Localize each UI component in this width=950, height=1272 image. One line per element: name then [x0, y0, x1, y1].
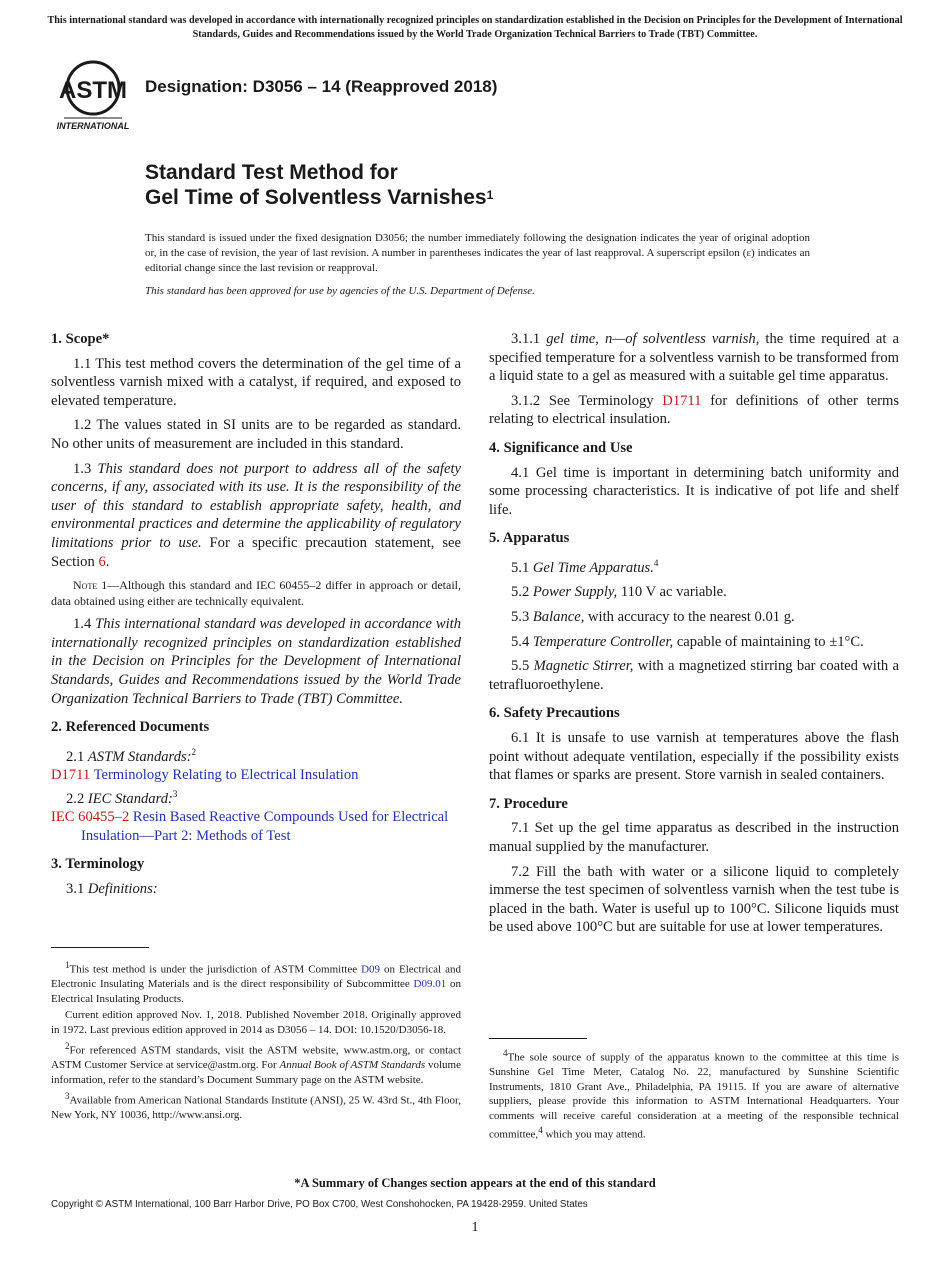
- para-1-4: 1.4 This international standard was developed in accordance with internationally recognized principles on standardization established in the Decision on Principles for the Development of International Standards, Guides and Recommendations issued by the World Trade Organization Technical Barriers to Trade (TBT) Committee.: [51, 616, 462, 707]
- footnotes-left: [51, 958, 461, 1125]
- ref-iec-60455-2[interactable]: IEC 60455–2 Resin Based Reactive Compounds Used for Electrical Insulation—Part 2: Methods of Test: [51, 809, 449, 844]
- footnote-1: $^1$This test method is under the jurisdiction of ASTM Committee D09 on Electrical and Electronic Insulating Materials and is the direct responsibility of Subcommittee D09.01 on Electrical Insulating Products.: [51, 960, 462, 1005]
- footnote-4: $^4$The sole source of supply of the apparatus known to the committee at this time is Sunshine Gel Time Meter, Catalog No. 22, manufactured by Sunshine Scientific Instruments, 1810 Grant Ave., Philadelphia, PA 19115. If you are aware of alternative suppliers, please provide this information to ASTM International Headquarters. Your comments will receive careful consideration at a meeting of the responsible technical committee,$^4$ which you may attend.: [489, 1048, 899, 1141]
- footnotes-right: [489, 1046, 899, 1144]
- para-7-2: 7.2 Fill the bath with water or a silicone liquid to completely immerse the test specimen of solventless varnish when the test tube is placed in the bath. Water is useful up to 100°C. Silicone liquids must be used above 100°C but are suitable for use at lower temperatures.: [489, 863, 899, 936]
- para-6-1: 6.1 It is unsafe to use varnish at temperatures above the flash point without adequate ventilation, especially if the possibility exists that flames or sparks are present. Store varnish in sealed containers.: [489, 729, 899, 784]
- d09-link[interactable]: D09: [361, 963, 381, 976]
- section-6-heading: 6. Safety Precautions: [489, 705, 620, 722]
- right-column: [489, 330, 899, 943]
- para-1-3: 1.3 This standard does not purport to address all of the safety concerns, if any, associated with its use. It is the responsibility of the user of this standard to establish appropriate safety, health, and environmental practices and determine the applicability of regulatory limitations prior to use. For a specific precaution statement, see Section 6.: [51, 460, 461, 570]
- document-title: [145, 160, 493, 210]
- para-5-5: 5.5 Magnetic Stirrer, with a magnetized stirring bar coated with a tetrafluoroethylene.: [489, 658, 900, 693]
- ref-iec-code[interactable]: IEC 60455–2: [51, 809, 130, 826]
- footnote-rule-right: [489, 1038, 587, 1039]
- intro-paragraph: This standard is issued under the fixed designation D3056; the number immediately following the designation indicates the year of original adoption or, in the case of revision, the year of last revision. A number in parentheses indicates the year of last reapproval. A superscript epsilon (ε) indicates an editorial change since the last revision or reapproval.: [145, 232, 810, 274]
- para-5-2: 5.2 Power Supply, 110 V ac variable.: [511, 584, 727, 601]
- title-line-2: Gel Time of Solventless Varnishes$^1$: [145, 186, 494, 209]
- section-4-heading: 4. Significance and Use: [489, 439, 633, 456]
- para-2-1: 2.1 ASTM Standards:$^2$: [66, 746, 197, 765]
- footnote-2: $^2$For referenced ASTM standards, visit the ASTM website, www.astm.org, or contact ASTM Customer Service at service@astm.org. For Annual Book of ASTM Standards volume information, refer to the standard’s Document Summary page on the ASTM website.: [51, 1041, 461, 1086]
- designation: Designation: D3056 – 14 (Reapproved 2018): [145, 77, 498, 96]
- ref-d1711-code[interactable]: D1711: [51, 767, 91, 784]
- para-7-1: 7.1 Set up the gel time apparatus as described in the instruction manual supplied by the manufacturer.: [489, 820, 899, 855]
- para-4-1: 4.1 Gel time is important in determining batch uniformity and some processing characteristics. It is indicative of pot life and shelf life.: [489, 464, 899, 518]
- para-1-1: 1.1 This test method covers the determination of the gel time of a solventless varnish mixed with a catalyst, if required, and exposed to elevated temperature.: [51, 355, 461, 409]
- ref-d1711[interactable]: D1711 Terminology Relating to Electrical Insulation: [51, 767, 359, 784]
- svg-text:INTERNATIONAL: INTERNATIONAL: [56, 121, 130, 131]
- para-5-1: 5.1 Gel Time Apparatus.$^4$: [511, 557, 659, 576]
- footnote-rule-left: [51, 947, 149, 948]
- dod-approval: This standard has been approved for use by agencies of the U.S. Department of Defense.: [145, 285, 535, 297]
- para-3-1-1: 3.1.1 gel time, n—of solventless varnish, the time required at a specified temperature for a solventless varnish to be transformed from a liquid state to a gel as measured with a suitable gel time apparatus.: [489, 331, 899, 385]
- section-3-heading: 3. Terminology: [51, 856, 145, 873]
- page-number: 1: [471, 1220, 479, 1235]
- footnote-3: $^3$Available from American National Standards Institute (ANSI), 25 W. 43rd St., 4th Floor, New York, NY 10036, http://www.ansi.org.: [51, 1091, 461, 1122]
- para-3-1: 3.1 Definitions:: [66, 880, 158, 897]
- svg-text:ASTM: ASTM: [59, 77, 127, 104]
- para-2-2: 2.2 IEC Standard:$^3$: [66, 788, 178, 807]
- summary-of-changes-note: *A Summary of Changes section appears at the end of this standard: [294, 1176, 656, 1190]
- para-5-4: 5.4 Temperature Controller, capable of maintaining to ±1°C.: [511, 633, 864, 650]
- title-footnote-ref[interactable]: 1: [486, 188, 494, 202]
- section-1-heading: 1. Scope*: [51, 331, 110, 347]
- note-1: Note 1—Although this standard and IEC 60455–2 differ in approach or detail, data obtained using either are technically equivalent.: [51, 578, 462, 609]
- d09-01-link[interactable]: D09.01: [413, 978, 447, 991]
- para-3-1-2: 3.1.2 See Terminology D1711 for definitions of other terms relating to electrical insulation.: [489, 392, 900, 428]
- astm-logo: [52, 58, 134, 134]
- section-5-heading: 5. Apparatus: [489, 530, 570, 547]
- title-line-1: Standard Test Method for: [145, 161, 398, 184]
- section-6-link[interactable]: 6: [98, 553, 106, 570]
- para-5-3: 5.3 Balance, with accuracy to the nearest 0.01 g.: [511, 608, 795, 625]
- section-7-heading: 7. Procedure: [489, 795, 568, 812]
- section-2-heading: 2. Referenced Documents: [51, 719, 210, 736]
- d1711-link[interactable]: D1711: [662, 392, 702, 409]
- footnote-1-edition: Current edition approved Nov. 1, 2018. Published November 2018. Originally approved in 1972. Last previous edition approved in 2014 as D3056 – 14. DOI: 10.1520/D3056-18.: [51, 1009, 461, 1036]
- left-column: [51, 330, 461, 899]
- international-standard-notice: This international standard was developed in accordance with internationally recognized principles on standardization established in the Decision on Principles for the Development of International Standards, Guides and Recommendations issued by the World Trade Organization Technical Barriers to Trade (TBT) Committee.: [47, 15, 903, 40]
- para-1-2: 1.2 The values stated in SI units are to be regarded as standard. No other units of measurement are included in this standard.: [51, 417, 461, 452]
- copyright: Copyright © ASTM International, 100 Barr Harbor Drive, PO Box C700, West Conshohocken, PA 19428-2959. United States: [51, 1199, 588, 1210]
